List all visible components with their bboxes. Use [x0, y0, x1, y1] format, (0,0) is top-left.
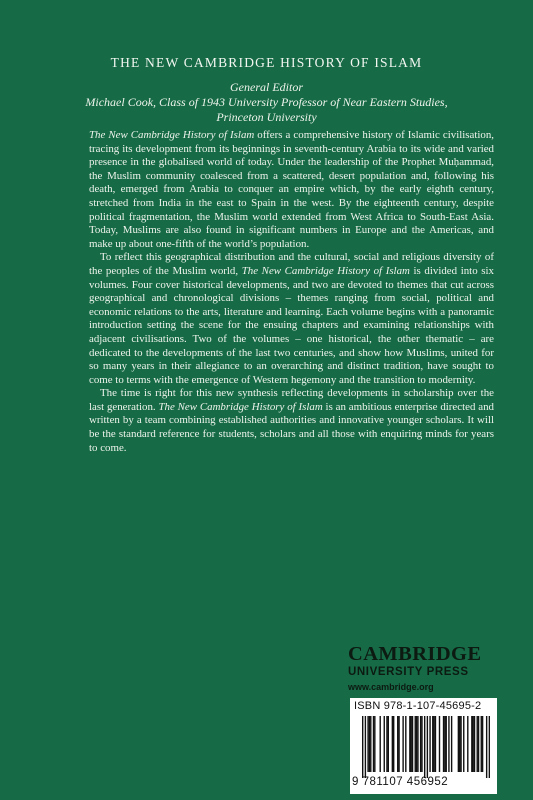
- barcode-bar: [439, 716, 440, 772]
- paragraph-text: To reflect this geographical distribution and the cultural, social and religious diversity of the peoples of the Muslim world,: [89, 251, 494, 277]
- editor-name-line: Michael Cook, Class of 1943 University Professor of Near Eastern Studies,: [85, 95, 448, 109]
- barcode-bar: [474, 716, 475, 772]
- barcode-bar: [443, 716, 444, 772]
- barcode-bar: [482, 716, 483, 772]
- blurb: [89, 129, 494, 455]
- barcode-bar: [398, 716, 399, 772]
- book-title-italic: The New Cambridge History of Islam: [158, 400, 323, 413]
- barcode-bar: [435, 716, 436, 772]
- barcode-bar: [472, 716, 473, 772]
- barcode-bar: [421, 716, 422, 772]
- blurb-paragraph-2: [89, 251, 494, 387]
- barcode-bar: [417, 716, 418, 772]
- barcode-bar: [489, 716, 490, 778]
- publisher-url: www.cambridge.org: [348, 682, 434, 692]
- barcode-bar: [415, 716, 416, 772]
- publisher-name: CAMBRIDGE: [348, 643, 482, 665]
- barcode-digits: 9 781107 456952: [352, 776, 449, 788]
- barcode-bar: [412, 716, 413, 772]
- series-title: THE NEW CAMBRIDGE HISTORY OF ISLAM: [110, 55, 423, 70]
- paragraph-text: is an ambitious enterprise directed and written by a team combining established authorities and innovative younger scholars. It will be the standard reference for students, scholars and all those with enquiring minds for years to come.: [89, 400, 494, 454]
- barcode-bar: [386, 716, 387, 772]
- barcode-panel: [350, 698, 497, 794]
- barcode-bar: [478, 716, 479, 772]
- barcode-bar: [405, 716, 406, 772]
- barcode-bar: [384, 716, 385, 772]
- barcode-bar: [432, 716, 433, 772]
- barcode-bar: [362, 716, 363, 778]
- barcode-bar: [411, 716, 412, 772]
- barcode-bar: [444, 716, 445, 772]
- barcode-bar: [477, 716, 478, 772]
- barcode-bar: [370, 716, 371, 772]
- book-title-italic: The New Cambridge History of Islam: [89, 129, 255, 141]
- paragraph-text: offers a comprehensive history of Islamic civilisation, tracing its development from its beginnings in seventh-century Arabia to its wide and varied presence in the globalised world of today. Under the leadership of the Prophet Muḥammad, the Muslim community coalesced from a scattered, desert population and, following his death, emerged from Arabia to conquer an empire which, by the early eighth century, stretched from India in the east to Spain in the west. By the eighteenth century, despite political fragmentation, the Muslim world extended from West Africa to South-East Asia. Today, Muslims are also found in significant numbers in Europe and the Americas, and make up about one-fifth of the world’s population.: [89, 129, 495, 250]
- barcode-bar: [446, 716, 447, 772]
- barcode-bar: [429, 716, 430, 772]
- barcode-bar: [424, 716, 425, 778]
- barcode-bar: [458, 716, 459, 772]
- editor-affiliation: Princeton University: [216, 110, 317, 124]
- barcode-bar: [420, 716, 421, 772]
- publisher-subtitle: UNIVERSITY PRESS: [348, 666, 469, 678]
- barcode-bar: [416, 716, 417, 772]
- barcode-bar: [365, 716, 366, 778]
- barcode-bar: [471, 716, 472, 772]
- barcode-bar: [393, 716, 394, 772]
- barcode-bar: [427, 716, 428, 778]
- barcode-bar: [374, 716, 375, 772]
- barcode-icon: [362, 716, 490, 778]
- barcode-bar: [486, 716, 487, 778]
- barcode-bar: [380, 716, 381, 772]
- editor-block: [40, 80, 493, 125]
- paragraph-text: is divided into six volumes. Four cover historical developments, and two are devoted to themes that cut across geographical and chronological divisions – themes ranging from social, political and economic relations to the arts, literature and learning. Each volume begins with a panoramic introduction setting the scene for the ensuing chapters and examining relationships with adjacent civilisations. Two of the volumes – one historical, the other thematic – are dedicated to the developments of the last two centuries, and show how Muslims, united for so many years in their allegiance to an overarching and distinct tradition, have sought to come to terms with the emergence of Western hegemony and the transition to modernity.: [89, 264, 494, 386]
- editor-role: General Editor: [230, 80, 303, 94]
- isbn-label: ISBN 978-1-107-45695-2: [354, 700, 482, 712]
- barcode-bar: [459, 716, 460, 772]
- blurb-paragraph-3: [89, 387, 494, 455]
- barcode-bar: [463, 716, 464, 772]
- barcode-bar: [397, 716, 398, 772]
- barcode-bar: [402, 716, 403, 772]
- book-title-italic: The New Cambridge History of Islam: [241, 264, 410, 277]
- blurb-paragraph-1: [89, 129, 494, 251]
- barcode-bar: [409, 716, 410, 772]
- barcode-bar: [433, 716, 434, 772]
- publisher-logo: [348, 643, 498, 692]
- barcode-bar: [369, 716, 370, 772]
- barcode-bar: [467, 716, 468, 772]
- barcode-bar: [460, 716, 461, 772]
- barcode-bar: [367, 716, 368, 772]
- barcode-bar: [392, 716, 393, 772]
- barcode-bar: [448, 716, 449, 772]
- barcode-bar: [388, 716, 389, 772]
- barcode-bar: [373, 716, 374, 772]
- barcode-bar: [451, 716, 452, 772]
- paragraph-text: The time is right for this new synthesis reflecting developments in scholarship over the last generation.: [89, 387, 494, 413]
- barcode-bar: [481, 716, 482, 772]
